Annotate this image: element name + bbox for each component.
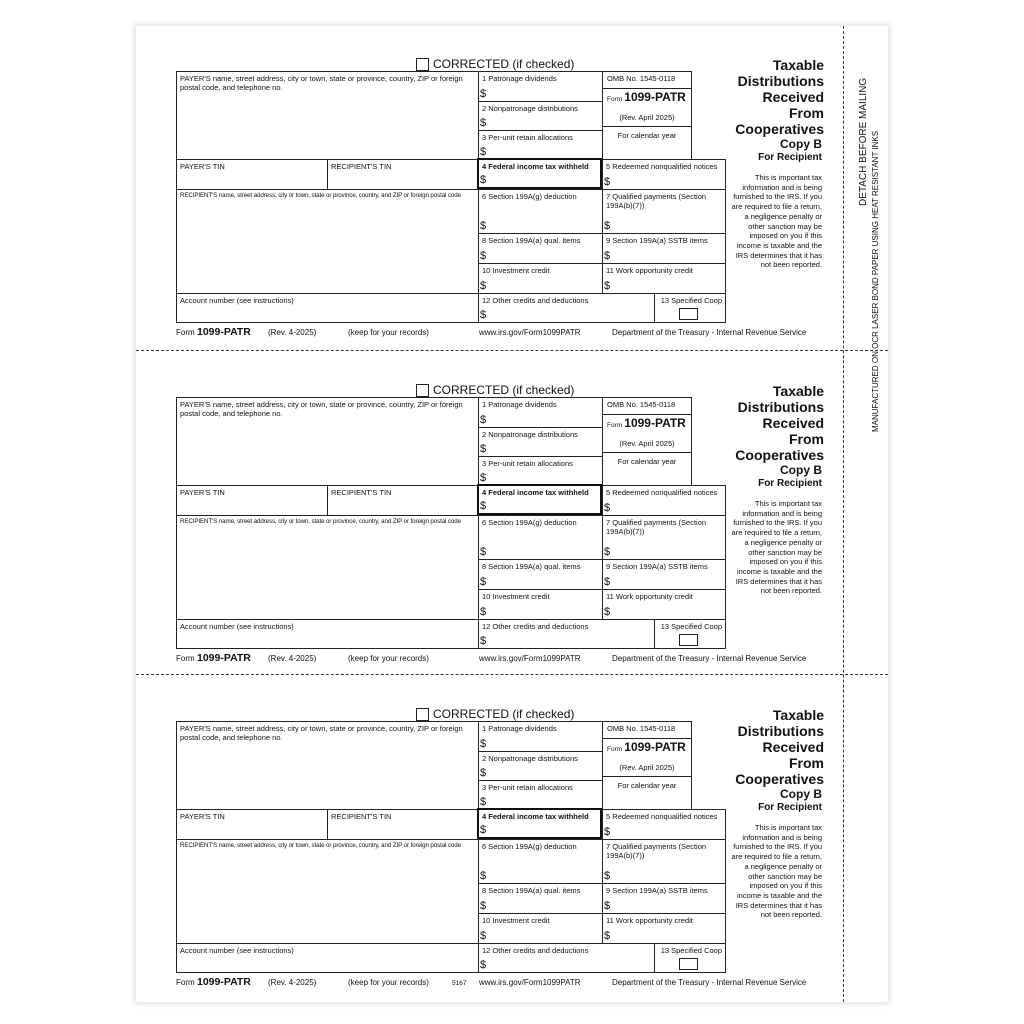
dollar-sign: $ (480, 824, 487, 836)
calendar-year-row (603, 126, 691, 140)
dollar-sign: $ (480, 220, 487, 232)
box-13[interactable] (654, 619, 726, 649)
box-2-label: 2 Nonpatronage distributions (482, 430, 578, 439)
dollar-sign: $ (480, 309, 487, 321)
box-10[interactable] (478, 589, 602, 619)
box-13[interactable] (654, 943, 726, 973)
box-9[interactable] (602, 883, 726, 913)
dollar-sign: $ (604, 546, 611, 558)
recipient-tin-label: RECIPIENT'S TIN (331, 162, 392, 171)
box-7-label: 7 Qualified payments (Section 199A(b)(7)) (606, 842, 707, 860)
payer-tin-field[interactable] (176, 485, 327, 515)
dollar-sign: $ (480, 870, 487, 882)
footer-keep-note: (keep for your records) (348, 978, 429, 987)
dollar-sign: $ (604, 870, 611, 882)
specified-coop-checkbox[interactable] (679, 634, 698, 646)
footer-revision: (Rev. 4-2025) (268, 328, 317, 337)
dollar-sign: $ (480, 900, 487, 912)
copy-label: Copy B (780, 137, 822, 151)
box-9[interactable] (602, 233, 726, 263)
box-7[interactable] (602, 189, 726, 233)
revision-date: (Rev. April 2025) (619, 113, 675, 122)
box-4[interactable] (477, 808, 602, 839)
dollar-sign: $ (480, 174, 487, 186)
corrected-label: CORRECTED (if checked) (433, 57, 575, 71)
box-6-label: 6 Section 199A(g) deduction (482, 192, 577, 201)
payer-name-field[interactable] (176, 397, 478, 485)
footer-department: Department of the Treasury - Internal Revenue Service (612, 654, 807, 663)
footer-department: Department of the Treasury - Internal Revenue Service (612, 978, 807, 987)
footer-revision: (Rev. 4-2025) (268, 654, 317, 663)
recipient-name-field[interactable] (176, 515, 478, 619)
form-copy-2 (176, 379, 824, 679)
recipient-tin-field[interactable] (327, 809, 478, 839)
box-11-label: 11 Work opportunity credit (606, 916, 693, 925)
footer-url[interactable]: www.irs.gov/Form1099PATR (479, 978, 581, 987)
footer-url[interactable]: www.irs.gov/Form1099PATR (479, 328, 581, 337)
footer-form-name: 1099-PATR (197, 652, 251, 664)
recipient-notice: This is important tax information and is being furnished to the IRS. If you are required to file a return, a negligence penalty or other sanction may be imposed on you if this income is taxable and the IRS determines that it has not been reported. (731, 499, 822, 596)
box-10-label: 10 Investment credit (482, 916, 550, 925)
payer-name-label: PAYER'S name, street address, city or town, state or province, country, ZIP or foreign postal code, and telephone no. (180, 400, 463, 418)
box-6[interactable] (478, 189, 602, 233)
manufactured-label: MANUFACTURED ON OCR LASER BOND PAPER USING HEAT RESISTANT INKS (871, 130, 880, 432)
box-11[interactable] (602, 913, 726, 943)
box-4[interactable] (477, 158, 602, 189)
dollar-sign: $ (480, 767, 487, 779)
calendar-year-row (603, 776, 691, 790)
recipient-tin-field[interactable] (327, 485, 478, 515)
dollar-sign: $ (480, 546, 487, 558)
box-1-label: 1 Patronage dividends (482, 400, 557, 409)
box-13-label: 13 Specified Coop (660, 296, 722, 305)
box-13-label: 13 Specified Coop (660, 622, 722, 631)
dollar-sign: $ (480, 635, 487, 647)
copy-for-label: For Recipient (758, 152, 822, 163)
box-6-label: 6 Section 199A(g) deduction (482, 842, 577, 851)
calendar-year-row (603, 452, 691, 466)
box-5[interactable] (602, 159, 726, 189)
form-name-row (603, 414, 691, 437)
omb-number: OMB No. 1545-0118 (607, 724, 676, 733)
corrected-label: CORRECTED (if checked) (433, 707, 575, 721)
calendar-year-label: For calendar year (617, 131, 677, 140)
dollar-sign: $ (480, 606, 487, 618)
dollar-sign: $ (480, 88, 487, 100)
footer-form-prefix: Form (176, 328, 195, 337)
dollar-sign: $ (480, 250, 487, 262)
dollar-sign: $ (480, 117, 487, 129)
dollar-sign: $ (604, 930, 611, 942)
box-11[interactable] (602, 263, 726, 293)
box-5[interactable] (602, 485, 726, 515)
box-9-label: 9 Section 199A(a) SSTB items (606, 236, 708, 245)
recipient-name-field[interactable] (176, 189, 478, 293)
dollar-sign: $ (480, 796, 487, 808)
footer-department: Department of the Treasury - Internal Revenue Service (612, 328, 807, 337)
corrected-checkbox[interactable] (416, 384, 429, 397)
box-8[interactable] (478, 559, 602, 589)
recipient-name-field[interactable] (176, 839, 478, 943)
footer-keep-note: (keep for your records) (348, 654, 429, 663)
dollar-sign: $ (480, 930, 487, 942)
box-5[interactable] (602, 809, 726, 839)
account-number-field[interactable] (176, 293, 478, 323)
recipient-tin-field[interactable] (327, 159, 478, 189)
payer-name-field[interactable] (176, 721, 478, 809)
calendar-year-label: For calendar year (617, 781, 677, 790)
box-10[interactable] (478, 263, 602, 293)
copy-designation (724, 137, 822, 165)
form-name: 1099-PATR (624, 740, 686, 754)
recipient-notice: This is important tax information and is being furnished to the IRS. If you are required to file a return, a negligence penalty or other sanction may be imposed on you if this income is taxable and the IRS determines that it has not been reported. (731, 823, 822, 920)
footer-form-prefix: Form (176, 654, 195, 663)
payer-name-label: PAYER'S name, street address, city or town, state or province, country, ZIP or foreign postal code, and telephone no. (180, 74, 463, 92)
payer-name-field[interactable] (176, 71, 478, 159)
vertical-perforation (843, 26, 844, 1002)
box-9-label: 9 Section 199A(a) SSTB items (606, 886, 708, 895)
form-id-block (602, 71, 692, 159)
calendar-year-label: For calendar year (617, 457, 677, 466)
account-number-label: Account number (see instructions) (180, 296, 294, 305)
box-1-label: 1 Patronage dividends (482, 724, 557, 733)
form-prefix: Form (607, 96, 623, 103)
box-13-label: 13 Specified Coop (660, 946, 722, 955)
box-12-label: 12 Other credits and deductions (482, 296, 589, 305)
account-number-label: Account number (see instructions) (180, 622, 294, 631)
form-name-row (603, 88, 691, 111)
payer-tin-field[interactable] (176, 809, 327, 839)
box-2[interactable] (478, 427, 602, 456)
recipient-tin-label: RECIPIENT'S TIN (331, 812, 392, 821)
box-12-label: 12 Other credits and deductions (482, 946, 589, 955)
dollar-sign: $ (604, 576, 611, 588)
dollar-sign: $ (480, 443, 487, 455)
box-3[interactable] (478, 456, 602, 485)
box-8[interactable] (478, 883, 602, 913)
corrected-checkbox[interactable] (416, 58, 429, 71)
box-4-label: 4 Federal income tax withheld (482, 812, 589, 821)
box-1-label: 1 Patronage dividends (482, 74, 557, 83)
footer-catalog-number: 5167 (452, 980, 467, 987)
omb-number: OMB No. 1545-0118 (607, 400, 676, 409)
box-4-label: 4 Federal income tax withheld (482, 488, 589, 497)
box-11[interactable] (602, 589, 726, 619)
dollar-sign: $ (604, 280, 611, 292)
specified-coop-checkbox[interactable] (679, 958, 698, 970)
dollar-sign: $ (480, 576, 487, 588)
box-7-label: 7 Qualified payments (Section 199A(b)(7)) (606, 192, 707, 210)
copy-label: Copy B (780, 787, 822, 801)
box-2-label: 2 Nonpatronage distributions (482, 754, 578, 763)
box-6-label: 6 Section 199A(g) deduction (482, 518, 577, 527)
recipient-name-label: RECIPIENT'S name, street address, city or town, state or province, country, and ZIP or foreign postal code (180, 192, 461, 199)
form-title: Taxable Distributions Received From Cooperatives (735, 57, 824, 137)
dollar-sign: $ (604, 176, 611, 188)
box-10[interactable] (478, 913, 602, 943)
box-8-label: 8 Section 199A(a) qual. items (482, 236, 581, 245)
corrected-checkbox-row (416, 57, 574, 71)
box-2[interactable] (478, 101, 602, 130)
detach-label: DETACH BEFORE MAILING (858, 77, 869, 206)
box-8[interactable] (478, 233, 602, 263)
payer-tin-label: PAYER'S TIN (180, 812, 225, 821)
footer-form-name: 1099-PATR (197, 976, 251, 988)
box-7[interactable] (602, 515, 726, 559)
payer-tin-label: PAYER'S TIN (180, 162, 225, 171)
dollar-sign: $ (480, 500, 487, 512)
box-3[interactable] (478, 780, 602, 809)
box-8-label: 8 Section 199A(a) qual. items (482, 562, 581, 571)
box-6[interactable] (478, 515, 602, 559)
box-8-label: 8 Section 199A(a) qual. items (482, 886, 581, 895)
form-name: 1099-PATR (624, 90, 686, 104)
account-number-field[interactable] (176, 619, 478, 649)
box-3-label: 3 Per-unit retain allocations (482, 133, 573, 142)
footer-form-name: 1099-PATR (197, 326, 251, 338)
dollar-sign: $ (604, 826, 611, 838)
box-12-label: 12 Other credits and deductions (482, 622, 589, 631)
box-3[interactable] (478, 130, 602, 159)
box-5-label: 5 Redeemed nonqualified notices (606, 812, 718, 821)
dollar-sign: $ (480, 146, 487, 158)
copy-designation (724, 787, 822, 815)
corrected-checkbox[interactable] (416, 708, 429, 721)
corrected-label: CORRECTED (if checked) (433, 383, 575, 397)
dollar-sign: $ (480, 414, 487, 426)
payer-name-label: PAYER'S name, street address, city or town, state or province, country, ZIP or foreign postal code, and telephone no. (180, 724, 463, 742)
form-id-block (602, 397, 692, 485)
box-1[interactable] (478, 397, 602, 427)
payer-tin-label: PAYER'S TIN (180, 488, 225, 497)
box-11-label: 11 Work opportunity credit (606, 592, 693, 601)
form-copy-1 (176, 53, 824, 353)
box-2-label: 2 Nonpatronage distributions (482, 104, 578, 113)
corrected-checkbox-row (416, 707, 574, 721)
form-id-block (602, 721, 692, 809)
form-name-row (603, 738, 691, 761)
box-5-label: 5 Redeemed nonqualified notices (606, 162, 718, 171)
form-prefix: Form (607, 422, 623, 429)
box-10-label: 10 Investment credit (482, 266, 550, 275)
footer-keep-note: (keep for your records) (348, 328, 429, 337)
box-13[interactable] (654, 293, 726, 323)
footer-url[interactable]: www.irs.gov/Form1099PATR (479, 654, 581, 663)
box-12[interactable] (478, 293, 654, 323)
dollar-sign: $ (604, 606, 611, 618)
box-9[interactable] (602, 559, 726, 589)
recipient-tin-label: RECIPIENT'S TIN (331, 488, 392, 497)
payer-tin-field[interactable] (176, 159, 327, 189)
box-4[interactable] (477, 484, 602, 515)
recipient-name-label: RECIPIENT'S name, street address, city or town, state or province, country, and ZIP or foreign postal code (180, 518, 461, 525)
box-6[interactable] (478, 839, 602, 883)
copy-designation (724, 463, 822, 491)
box-12[interactable] (478, 619, 654, 649)
dollar-sign: $ (480, 280, 487, 292)
box-12[interactable] (478, 943, 654, 973)
form-title: Taxable Distributions Received From Cooperatives (735, 707, 824, 787)
revision-date: (Rev. April 2025) (619, 439, 675, 448)
copy-for-label: For Recipient (758, 478, 822, 489)
box-4-label: 4 Federal income tax withheld (482, 162, 589, 171)
box-1[interactable] (478, 721, 602, 751)
footer-revision: (Rev. 4-2025) (268, 978, 317, 987)
box-3-label: 3 Per-unit retain allocations (482, 783, 573, 792)
box-1[interactable] (478, 71, 602, 101)
copy-for-label: For Recipient (758, 802, 822, 813)
box-11-label: 11 Work opportunity credit (606, 266, 693, 275)
specified-coop-checkbox[interactable] (679, 308, 698, 320)
dollar-sign: $ (480, 472, 487, 484)
account-number-field[interactable] (176, 943, 478, 973)
box-2[interactable] (478, 751, 602, 780)
dollar-sign: $ (480, 959, 487, 971)
box-5-label: 5 Redeemed nonqualified notices (606, 488, 718, 497)
dollar-sign: $ (604, 220, 611, 232)
dollar-sign: $ (604, 250, 611, 262)
dollar-sign: $ (604, 900, 611, 912)
form-copy-3 (176, 703, 824, 1003)
dollar-sign: $ (480, 738, 487, 750)
recipient-name-label: RECIPIENT'S name, street address, city or town, state or province, country, and ZIP or foreign postal code (180, 842, 461, 849)
form-prefix: Form (607, 746, 623, 753)
omb-number: OMB No. 1545-0118 (607, 74, 676, 83)
recipient-notice: This is important tax information and is being furnished to the IRS. If you are required to file a return, a negligence penalty or other sanction may be imposed on you if this income is taxable and the IRS determines that it has not been reported. (731, 173, 822, 270)
box-3-label: 3 Per-unit retain allocations (482, 459, 573, 468)
form-title: Taxable Distributions Received From Cooperatives (735, 383, 824, 463)
revision-date: (Rev. April 2025) (619, 763, 675, 772)
dollar-sign: $ (604, 502, 611, 514)
box-10-label: 10 Investment credit (482, 592, 550, 601)
footer-form-prefix: Form (176, 978, 195, 987)
form-name: 1099-PATR (624, 416, 686, 430)
copy-label: Copy B (780, 463, 822, 477)
corrected-checkbox-row (416, 383, 574, 397)
box-7-label: 7 Qualified payments (Section 199A(b)(7)) (606, 518, 707, 536)
account-number-label: Account number (see instructions) (180, 946, 294, 955)
box-7[interactable] (602, 839, 726, 883)
box-9-label: 9 Section 199A(a) SSTB items (606, 562, 708, 571)
